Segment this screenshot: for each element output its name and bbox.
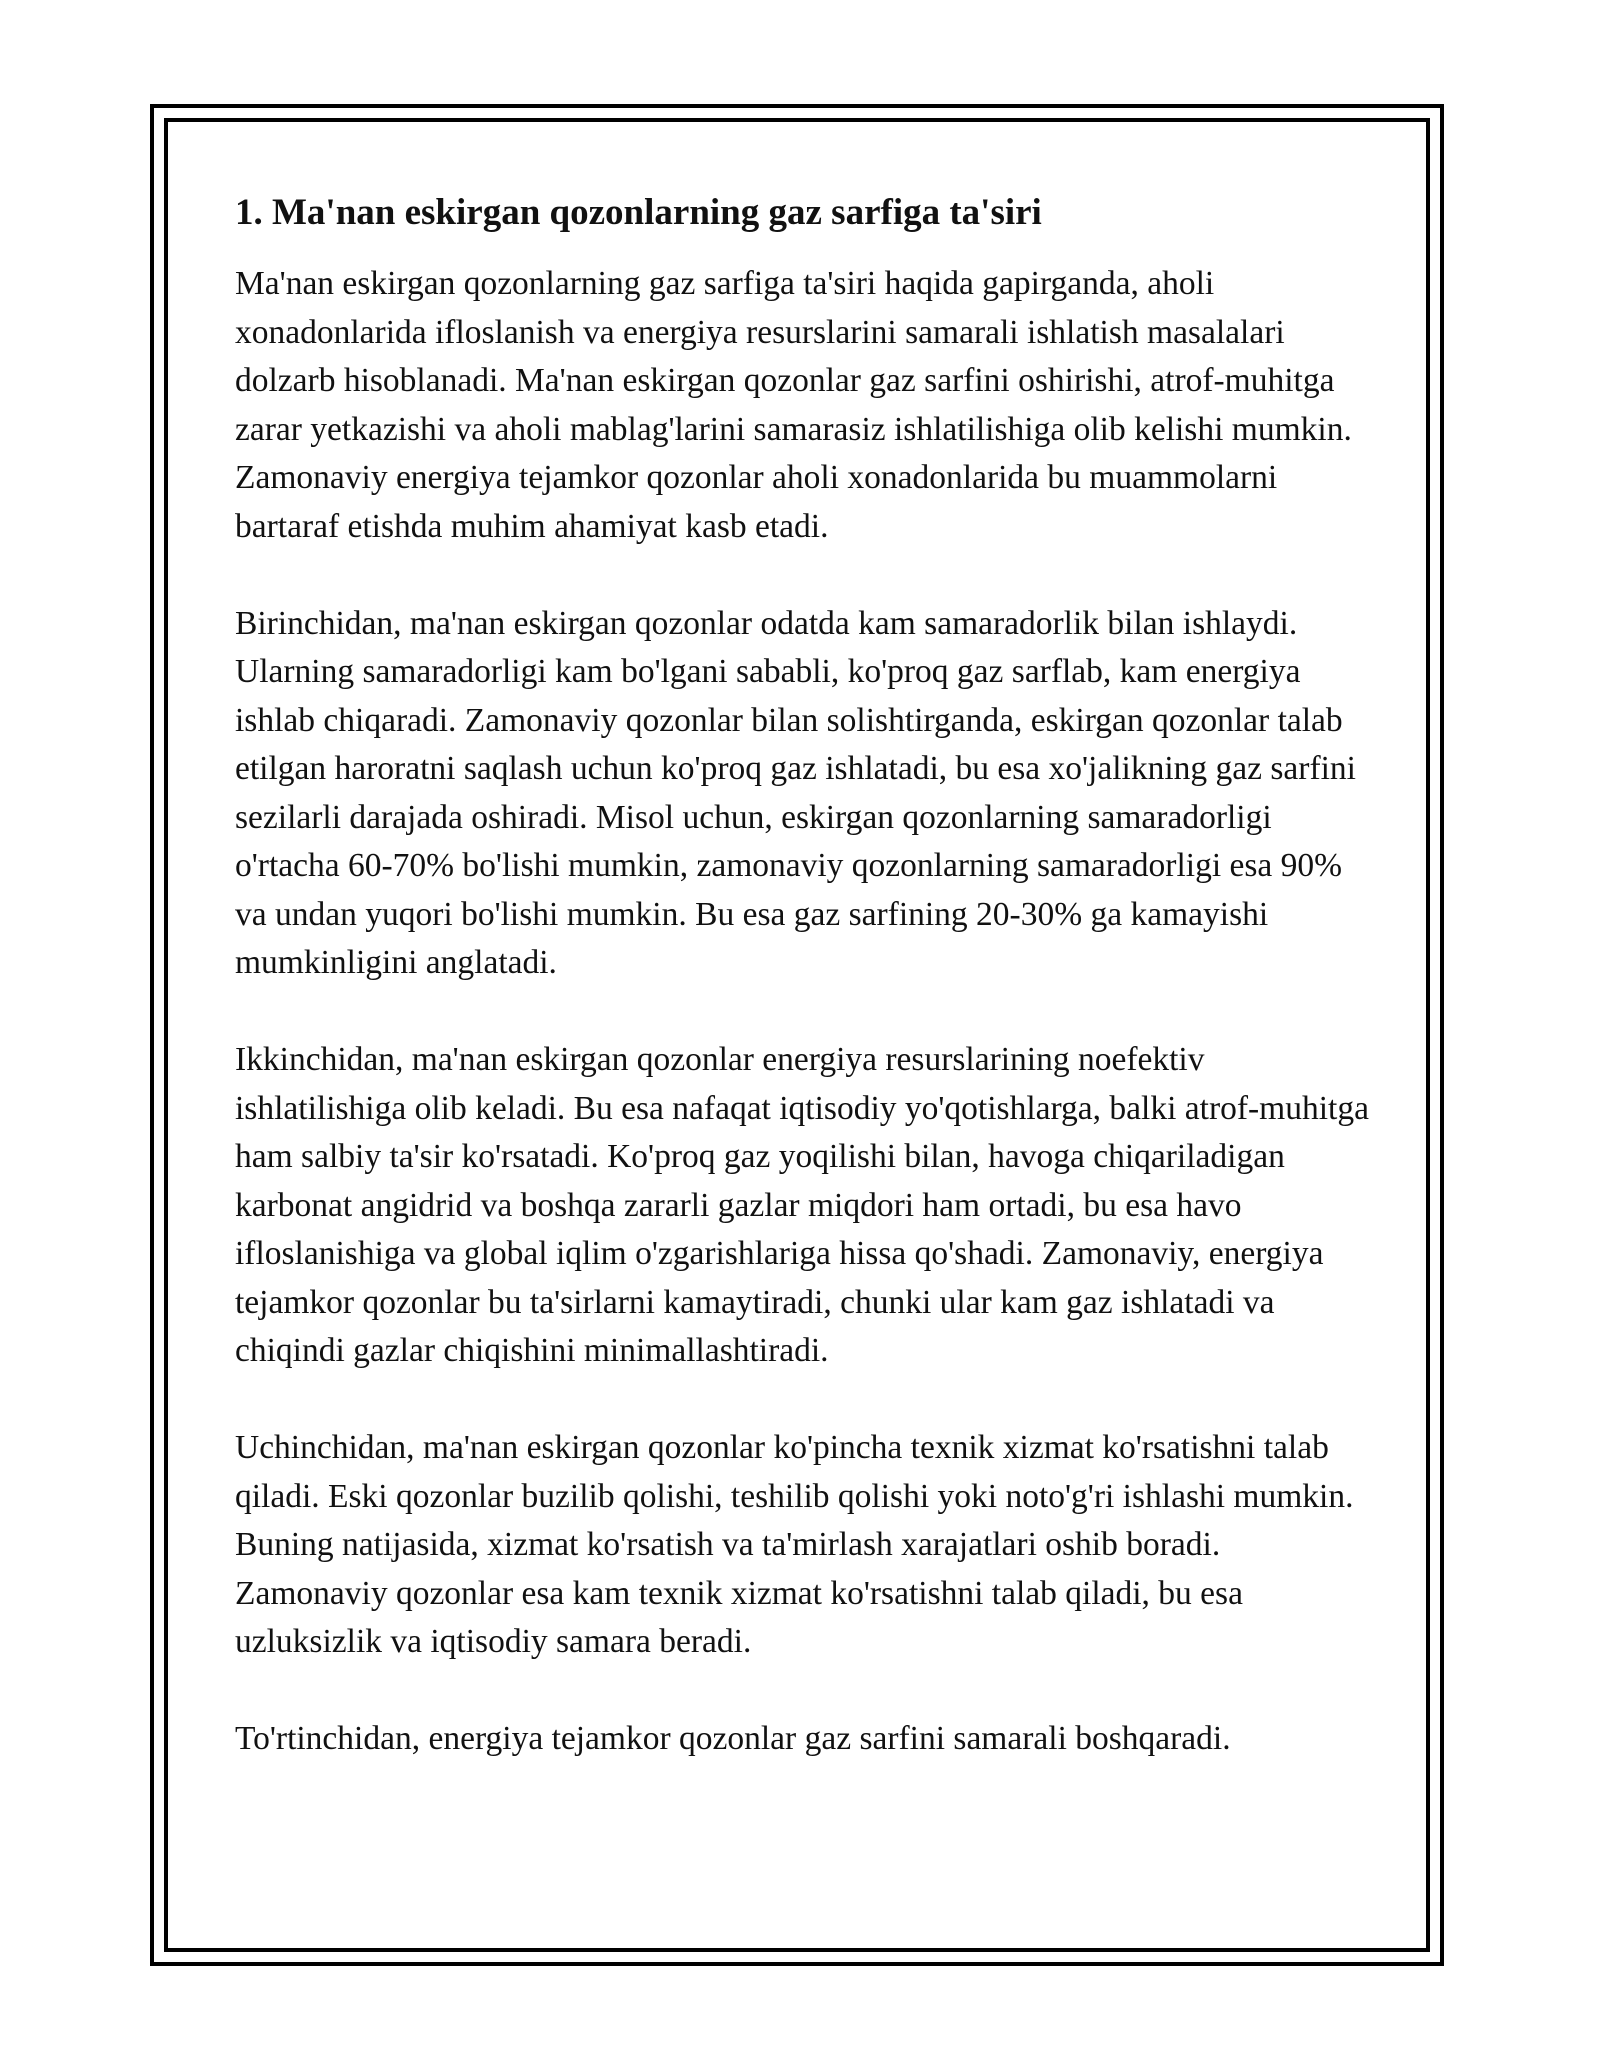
document-body	[235, 188, 1395, 1812]
paragraph-intro: Ma'nan eskirgan qozonlarning gaz sarfiga ta'siri haqida gapirganda, aholi xonadonlarida ifloslanish va energiya resurslarini samarali ishlatish masalalari dolzarb hisoblanadi. Ma'nan eskirgan qozonlar gaz sarfini oshirishi, atrof-muhitga zarar yetkazishi va aholi mablag'larini samarasiz ishlatilishiga olib kelishi mumkin. Zamonaviy energiya tejamkor qozonlar aholi xonadonlarida bu muammolarni bartaraf etishda muhim ahamiyat kasb etadi.	[235, 265, 1352, 545]
paragraph-first: Birinchidan, ma'nan eskirgan qozonlar odatda kam samaradorlik bilan ishlaydi. Ularning samaradorligi kam bo'lgani sababli, ko'proq gaz sarflab, kam energiya ishlab chiqaradi. Zamonaviy qozonlar bilan solishtirganda, eskirgan qozonlar talab etilgan haroratni saqlash uchun ko'proq gaz ishlatadi, bu esa xo'jalikning gaz sarfini sezilarli darajada oshiradi. Misol uchun, eskirgan qozonlarning samaradorligi o'rtacha 60-70% bo'lishi mumkin, zamonaviy qozonlarning samaradorligi esa 90% va undan yuqori bo'lishi mumkin. Bu esa gaz sarfining 20-30% ga kamayishi mumkinligini anglatadi.	[235, 604, 1356, 981]
paragraph-second: Ikkinchidan, ma'nan eskirgan qozonlar energiya resurslarining noefektiv ishlatilishiga olib keladi. Bu esa nafaqat iqtisodiy yo'qotishlarga, balki atrof-muhitga ham salbiy ta'sir ko'rsatadi. Ko'proq gaz yoqilishi bilan, havoga chiqariladigan karbonat angidrid va boshqa zararli gazlar miqdori ham ortadi, bu esa havo ifloslanishiga va global iqlim o'zgarishlariga hissa qo'shadi. Zamonaviy, energiya tejamkor qozonlar bu ta'sirlarni kamaytiradi, chunki ular kam gaz ishlatadi va chiqindi gazlar chiqishini minimallashtiradi.	[235, 1041, 1369, 1369]
paragraph-fourth: To'rtinchidan, energiya tejamkor qozonlar gaz sarfini samarali boshqaradi.	[235, 1720, 1231, 1757]
section-heading: 1. Ma'nan eskirgan qozonlarning gaz sarfiga ta'siri	[235, 192, 1042, 233]
paragraph-third: Uchinchidan, ma'nan eskirgan qozonlar ko'pincha texnik xizmat ko'rsatishni talab qiladi. Eski qozonlar buzilib qolishi, teshilib qolishi yoki noto'g'ri ishlashi mumkin. Buning natijasida, xizmat ko'rsatish va ta'mirlash xarajatlari oshib boradi. Zamonaviy qozonlar esa kam texnik xizmat ko'rsatishni talab qiladi, bu esa uzluksizlik va iqtisodiy samara beradi.	[235, 1429, 1354, 1660]
